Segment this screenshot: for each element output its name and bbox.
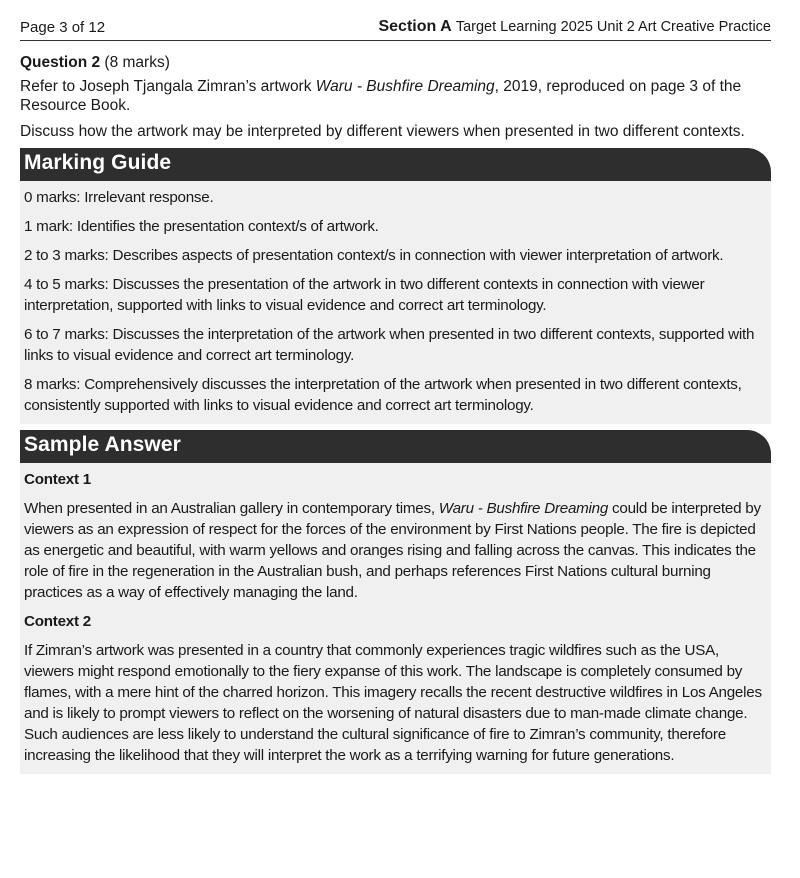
header-title xyxy=(378,18,771,36)
context-1-text-end: could be interpreted by viewers as an expression of respect for the forces of the environment by First Nations people. The fire is depicted as energetic and beautiful, with warm yellows and oranges rising and falling across the canvas. This indicates the role of fire in the regeneration in the Australian bush, and perhaps references First Nations cultural burning practices as a way of effectively managing the land. xyxy=(24,500,761,601)
reference-text-end: , 2019, reproduced on page 3 of the Resource Book. xyxy=(20,78,742,114)
header-subtitle: Target Learning 2025 Unit 2 Art Creative Practice xyxy=(455,19,771,35)
question-label: Question 2 xyxy=(20,54,101,71)
question-title xyxy=(20,53,771,72)
page xyxy=(20,0,771,774)
marking-criterion: 8 marks: Comprehensively discusses the interpretation of the artwork when presented in two different contexts, consistently supported with links to visual evidence and correct art terminology. xyxy=(24,376,742,414)
question-block xyxy=(20,53,771,141)
sample-answer-heading: Sample Answer xyxy=(20,430,771,463)
page-header xyxy=(20,0,771,41)
marking-criterion: 1 mark: Identifies the presentation context/s of artwork. xyxy=(24,218,379,235)
sample-answer-panel xyxy=(20,463,771,774)
marking-criterion: 6 to 7 marks: Discusses the interpretation of the artwork when presented in two different contexts, supported with links to visual evidence and correct art terminology. xyxy=(24,326,755,364)
context-1-heading: Context 1 xyxy=(24,471,91,488)
marking-guide-heading: Marking Guide xyxy=(20,148,771,181)
section-label: Section A xyxy=(378,18,452,35)
question-marks: (8 marks) xyxy=(104,54,170,71)
artwork-title: Waru - Bushfire Dreaming xyxy=(315,78,495,95)
question-instruction: Discuss how the artwork may be interpreted by different viewers when presented in two different contexts. xyxy=(20,123,745,140)
marking-criterion: 0 marks: Irrelevant response. xyxy=(24,189,214,206)
reference-text: Refer to Joseph Tjangala Zimran’s artwork xyxy=(20,78,316,95)
marking-guide-section xyxy=(20,148,771,424)
context-2-heading: Context 2 xyxy=(24,613,91,630)
marking-criterion: 2 to 3 marks: Describes aspects of presentation context/s in connection with viewer interpretation of artwork. xyxy=(24,247,724,264)
context-1-text xyxy=(24,498,771,603)
context-2-text: If Zimran’s artwork was presented in a country that commonly experiences tragic wildfires such as the USA, viewers might respond emotionally to the fiery expanse of this work. The landscape is completely consumed by flames, with a mere hint of the charred horizon. This imagery recalls the recent destructive wildfires in Los Angeles and is likely to prompt viewers to reflect on the worsening of natural disasters due to man-made climate change. Such audiences are less likely to understand the cultural significance of fire to Zimran’s community, therefore increasing the likelihood that they will interpret the work as a terrifying warning for future generations. xyxy=(24,642,762,764)
marking-guide-panel xyxy=(20,181,771,424)
context-1-artwork-title: Waru - Bushfire Dreaming xyxy=(438,500,609,517)
sample-answer-section xyxy=(20,430,771,774)
page-number: Page 3 of 12 xyxy=(20,19,106,36)
context-1-text-start: When presented in an Australian gallery in contemporary times, xyxy=(24,500,439,517)
question-reference xyxy=(20,77,771,115)
marking-criterion: 4 to 5 marks: Discusses the presentation of the artwork in two different contexts in connection with viewer interpretation, supported with links to visual evidence and correct art terminology. xyxy=(24,276,705,314)
